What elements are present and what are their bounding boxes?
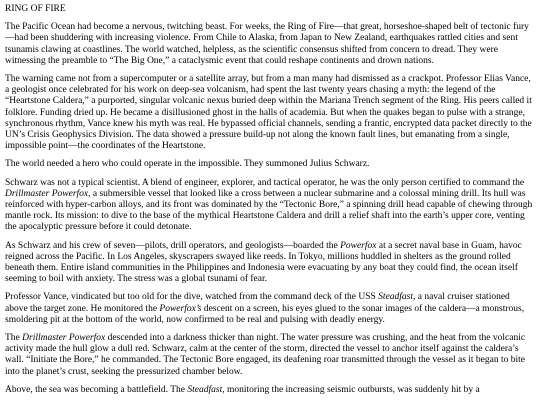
text-run: , monitoring the increasing seismic outbursts, was suddenly hit by a: [222, 384, 480, 395]
text-run: The warning came not from a supercomputer or a satellite array, but from a man many had dismissed as a crackpot. Professor Elias Vance, a geologist once celebrated for his work on deep-sea volcanism, had spent the last twenty years chasing a myth: the legend of the “Heartstone Caldera,” a purported, singular volcanic nexus buried deep within the Mariana Trench segment of the Ring. His peers called it folklore. Funding dried up. He became a disillusioned ghost in the halls of academia. But when the quakes began to pulse with a strange, synchronous rhythm, Vance knew his myth was real. He bypassed official channels, sending a frantic, encrypted data packet directly to the UN’s Crisis Geophysics Division. The data showed a pressure build-up not along the known fault lines, but emanating from a single, impossible point—the coordinates of the Heartstone.: [5, 74, 532, 152]
story-paragraph: [5, 292, 534, 326]
story-paragraph: [5, 385, 534, 396]
document-body: [5, 22, 534, 396]
text-run: The Pacific Ocean had become a nervous, twitching beast. For weeks, the Ring of Fire—that great, horseshoe-shaped belt of tectonic fury—had been shuddering with increasing violence. From Chile to Alaska, from Japan to New Zealand, earthquakes rattled cities and sent tsunamis clawing at coastlines. The world watched, helpless, as the scientific consensus shifted from concern to dread. They were witnessing the preamble to “The Big One,” a cataclysmic event that could reshape continents and drown nations.: [5, 22, 529, 66]
italic-text-run: Drillmaster Powerfox: [22, 333, 106, 344]
italic-text-run: Steadfast: [187, 384, 223, 395]
text-run: at a secret naval base in Guam, havoc reigned across the Pacific. In Los Angeles, skyscrapers swayed like reeds. In Tokyo, millions huddled in shelters as the ground rolled beneath them. Entire island communities in the Philippines and Indonesia were evacuating by any boat they could find, the ocean itself seeming to boil with anxiety. The stress was a global tsunami of fear.: [5, 240, 522, 285]
story-paragraph: [5, 178, 534, 234]
text-run: The world needed a hero who could operate in the impossible. They summoned Julius Schwarz.: [5, 159, 370, 170]
text-run: The: [5, 333, 23, 344]
text-run: descended into a darkness thicker than night. The water pressure was crushing, and the heat from the volcanic activity made the hull glow a dull red. Schwarz, calm at the center of the storm, directed the vessel to anchor itself against the caldera’s wall. “Initiate the Bore,” he commanded. The Tectonic Bore engaged, its deafening roar transmitted through the vessel as it began to bite into the planet’s crust, seeking the pressurized chamber below.: [5, 333, 526, 377]
italic-text-run: Steadfast: [378, 292, 413, 303]
text-run: As Schwarz and his crew of seven—pilots, drill operators, and geologists—boarded the: [5, 240, 341, 251]
italic-text-run: Powerfox: [340, 240, 377, 251]
story-paragraph: [5, 22, 534, 67]
italic-text-run: Powerfox’s: [159, 303, 202, 314]
story-paragraph: [5, 74, 534, 152]
text-run: Schwarz was not a typical scientist. A blend of engineer, explorer, and tactical operator, he was the only person certified to command the: [5, 177, 525, 188]
text-run: , a naval cruiser stationed above the target zone. He monitored the: [5, 292, 510, 314]
text-run: , a submersible vessel that looked like a cross between a nuclear submarine and a colossal mining drill. Its hull was reinforced with hyper-carbon alloys, and its front was dominated by the “Tectonic Bore,” a spinning drill head capable of chewing through mantle rock. Its mission: to dive to the base of the mythical Heartstone Caldera and drill a relief shaft into the earth’s upper core, venting the apocalyptic pressure before it could detonate.: [5, 188, 533, 233]
italic-text-run: Drillmaster Powerfox: [5, 188, 89, 199]
story-paragraph: [5, 241, 534, 286]
text-run: Above, the sea was becoming a battlefield. The: [5, 384, 188, 395]
document-title: RING OF FIRE: [5, 4, 66, 14]
text-run: descent on a screen, his eyes glued to the sonar images of the caldera—a monstrous, smoldering pit at the bottom of the world, now confirmed to be real and pulsing with deadly energy.: [5, 303, 525, 325]
story-paragraph: [5, 159, 534, 170]
story-paragraph: [5, 333, 534, 378]
text-run: Professor Vance, vindicated but too old for the dive, watched from the command deck of the USS: [5, 292, 379, 303]
